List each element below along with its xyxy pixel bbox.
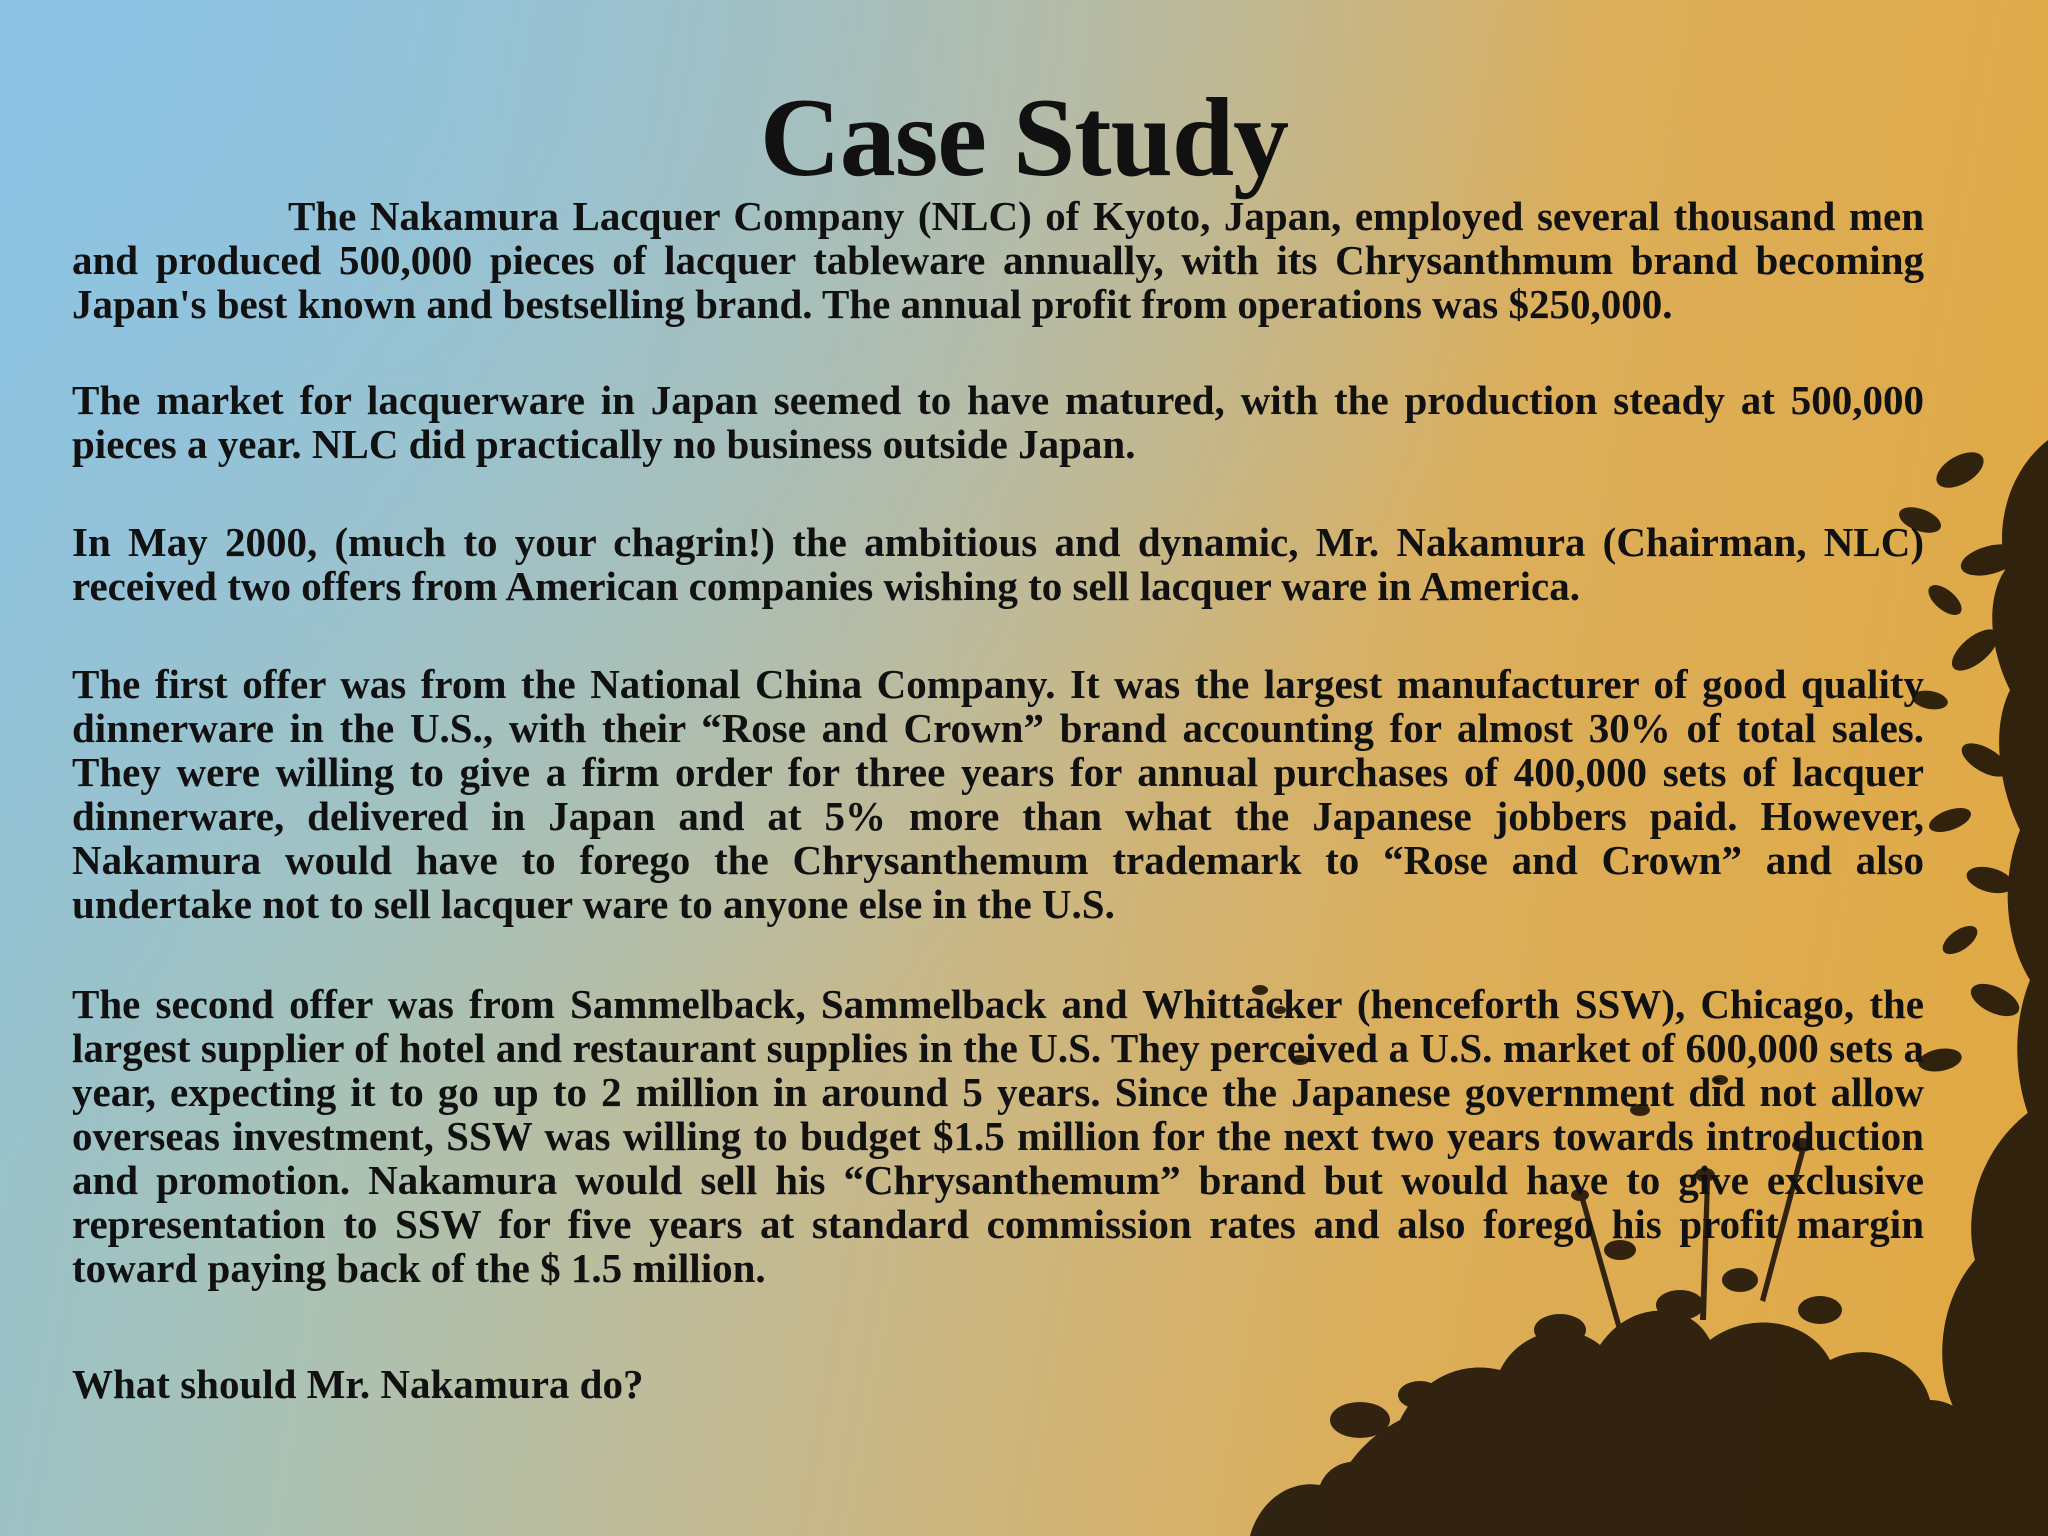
- paragraph-company-background: The Nakamura Lacquer Company (NLC) of Kyoto, Japan, employed several thousand men and produced 500,000 pieces of lacquer tableware annually, with its Chrysanthmum brand becoming Japan's best known and bestselling brand. The annual profit from operations was $250,000.: [72, 193, 1924, 327]
- paragraph-first-offer: The first offer was from the National China Company. It was the largest manufacturer of good quality dinnerware in the U.S., with their “Rose and Crown” brand accounting for almost 30% of total sales. They were willing to give a firm order for three years for annual purchases of 400,000 sets of lacquer dinnerware, delivered in Japan and at 5% more than what the Japanese jobbers paid. However, Nakamura would have to forego the Chrysanthemum trademark to “Rose and Crown” and also undertake not to sell lacquer ware to anyone else in the U.S.: [72, 661, 1924, 927]
- slide-title: Case Study: [759, 76, 1289, 200]
- paragraph-second-offer: The second offer was from Sammelback, Sammelback and Whittacker (henceforth SSW), Chicago, the largest supplier of hotel and restaurant supplies in the U.S. They perceived a U.S. market of 600,000 sets a year, expecting it to go up to 2 million in around 5 years. Since the Japanese government did not allow overseas investment, SSW was willing to budget $1.5 million for the next two years towards introduction and promotion. Nakamura would sell his “Chrysanthemum” brand but would have to give exclusive representation to SSW for five years at standard commission rates and also forego his profit margin toward paying back of the $ 1.5 million.: [72, 981, 1924, 1291]
- case-study-body: [72, 194, 1924, 1406]
- paragraph-market: The market for lacquerware in Japan seemed to have matured, with the production steady at 500,000 pieces a year. NLC did practically no business outside Japan.: [72, 377, 1924, 467]
- closing-question: What should Mr. Nakamura do?: [72, 1361, 644, 1407]
- paragraph-offers-intro: In May 2000, (much to your chagrin!) the ambitious and dynamic, Mr. Nakamura (Chairman, NLC) received two offers from American companies wishing to sell lacquer ware in America.: [72, 519, 1924, 609]
